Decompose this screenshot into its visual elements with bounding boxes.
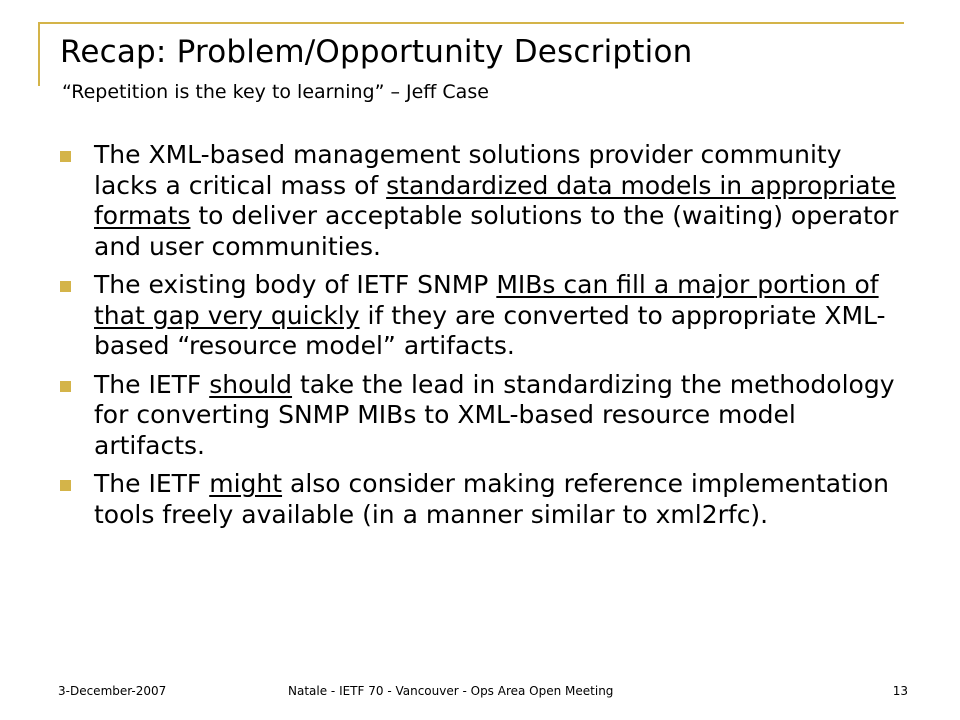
bullet-text (94, 270, 886, 360)
bullet-text (94, 370, 895, 460)
bullet-text-post: also consider making reference implementation tools freely available (in a manner similar to xml2rfc). (94, 469, 890, 529)
left-accent-rule (38, 22, 40, 86)
bullet-item (60, 140, 910, 262)
bullet-text-post: take the lead in standardizing the methodology for converting SNMP MIBs to XML-based resource model artifacts. (94, 369, 895, 460)
bullet-text (94, 469, 889, 529)
slide-subtitle: “Repetition is the key to learning” – Jeff Case (62, 81, 489, 103)
bullet-text-post: to deliver acceptable solutions to the (waiting) operator and user communities. (94, 201, 899, 261)
bullet-text (94, 140, 898, 261)
bullet-text-underlined: should (209, 369, 293, 399)
page-number: 13 (892, 684, 908, 698)
bullet-text-underlined: standardized data models in appropriate formats (94, 170, 896, 230)
bullet-text-pre: The IETF (94, 369, 210, 399)
bullet-text-pre: The existing body of IETF SNMP (94, 270, 497, 299)
footer-date: 3-December-2007 (58, 684, 167, 698)
slide-title: Recap: Problem/Opportunity Description (60, 34, 693, 70)
bullet-text-underlined: MIBs can fill a major portion of that gap very quickly (94, 270, 879, 330)
bullet-item (60, 370, 910, 462)
bullet-text-pre: The IETF (94, 469, 210, 498)
bullet-item (60, 469, 910, 530)
bullet-text-post: if they are converted to appropriate XML-based “resource model” artifacts. (94, 300, 886, 360)
bullet-list (60, 140, 910, 538)
top-accent-rule (38, 22, 904, 24)
bullet-text-pre: The XML-based management solutions provider community lacks a critical mass of (94, 140, 842, 200)
square-bullet-icon (60, 151, 71, 162)
square-bullet-icon (60, 281, 71, 292)
bullet-text-underlined: might (209, 469, 283, 498)
square-bullet-icon (60, 480, 71, 491)
bullet-item (60, 270, 910, 362)
square-bullet-icon (60, 381, 71, 392)
footer-event: Natale - IETF 70 - Vancouver - Ops Area Open Meeting (288, 684, 614, 698)
